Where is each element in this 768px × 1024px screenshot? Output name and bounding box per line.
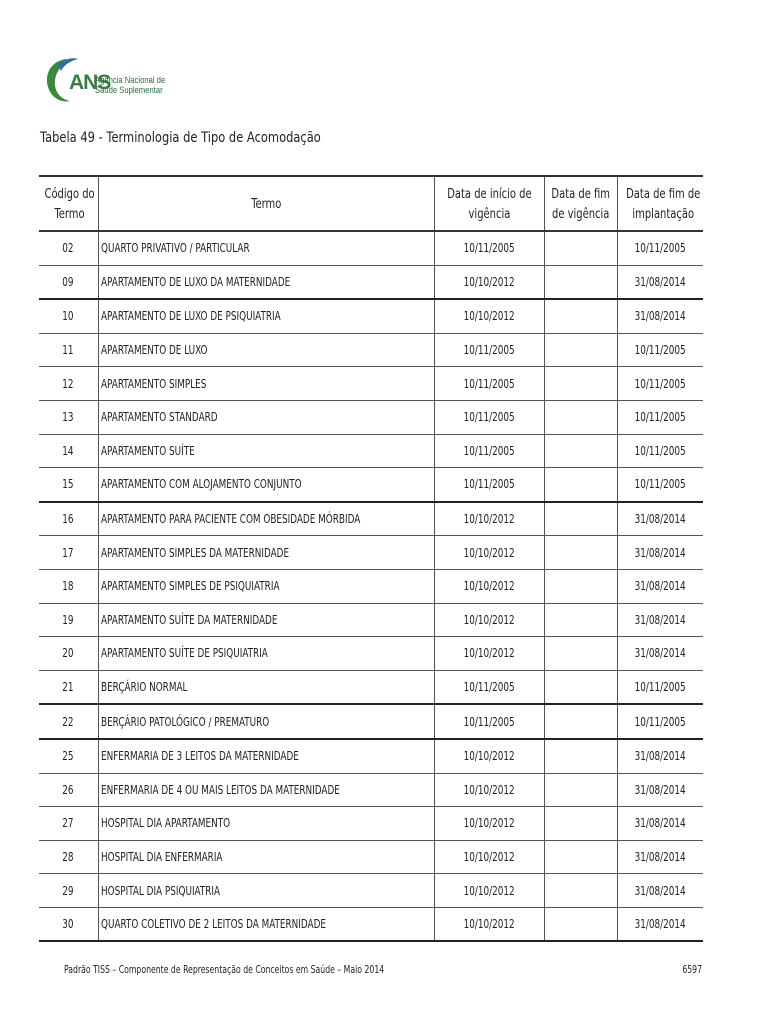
cell-data-inicio: 10/10/2012 xyxy=(434,265,544,299)
cell-termo: QUARTO PRIVATIVO / PARTICULAR xyxy=(98,231,434,265)
cell-codigo: 21 xyxy=(39,670,98,704)
cell-termo: ENFERMARIA DE 3 LEITOS DA MATERNIDADE xyxy=(98,739,434,773)
cell-data-inicio: 10/10/2012 xyxy=(434,739,544,773)
table-row xyxy=(39,637,703,671)
cell-data-inicio: 10/10/2012 xyxy=(434,536,544,570)
cell-codigo: 28 xyxy=(39,840,98,874)
table-row xyxy=(39,569,703,603)
cell-termo: HOSPITAL DIA ENFERMARIA xyxy=(98,840,434,874)
cell-termo: APARTAMENTO SUÍTE xyxy=(98,434,434,468)
table-row xyxy=(39,739,703,773)
cell-termo: APARTAMENTO DE LUXO DE PSIQUIATRIA xyxy=(98,299,434,333)
cell-codigo: 27 xyxy=(39,807,98,841)
cell-data-fim xyxy=(544,536,617,570)
cell-data-fim xyxy=(544,637,617,671)
cell-data-fim xyxy=(544,569,617,603)
cell-data-inicio: 10/11/2005 xyxy=(434,333,544,367)
cell-data-inicio: 10/10/2012 xyxy=(434,603,544,637)
table-row xyxy=(39,502,703,536)
cell-data-fim xyxy=(544,468,617,502)
cell-data-implantacao: 10/11/2005 xyxy=(617,670,703,704)
footer-text: Padrão TISS – Componente de Representação de Conceitos em Saúde – Maio 2014 xyxy=(64,964,385,976)
cell-codigo: 22 xyxy=(39,704,98,739)
cell-codigo: 11 xyxy=(39,333,98,367)
header-termo: Termo xyxy=(98,176,434,231)
cell-codigo: 15 xyxy=(39,468,98,502)
logo-wordmark: ANS xyxy=(69,71,111,94)
cell-termo: ENFERMARIA DE 4 OU MAIS LEITOS DA MATERNIDADE xyxy=(98,773,434,807)
cell-data-inicio: 10/10/2012 xyxy=(434,840,544,874)
cell-data-inicio: 10/10/2012 xyxy=(434,502,544,536)
cell-data-fim xyxy=(544,603,617,637)
table-header-row xyxy=(39,176,703,231)
cell-termo: APARTAMENTO PARA PACIENTE COM OBESIDADE MÓRBIDA xyxy=(98,502,434,536)
cell-data-implantacao: 10/11/2005 xyxy=(617,704,703,739)
cell-data-implantacao: 10/11/2005 xyxy=(617,367,703,401)
cell-data-inicio: 10/10/2012 xyxy=(434,807,544,841)
cell-data-implantacao: 31/08/2014 xyxy=(617,603,703,637)
cell-data-fim xyxy=(544,502,617,536)
cell-data-implantacao: 31/08/2014 xyxy=(617,739,703,773)
cell-data-implantacao: 10/11/2005 xyxy=(617,400,703,434)
cell-data-inicio: 10/11/2005 xyxy=(434,434,544,468)
cell-codigo: 14 xyxy=(39,434,98,468)
cell-data-implantacao: 31/08/2014 xyxy=(617,874,703,908)
cell-data-inicio: 10/10/2012 xyxy=(434,907,544,941)
cell-data-fim xyxy=(544,807,617,841)
table-row xyxy=(39,807,703,841)
cell-data-fim xyxy=(544,400,617,434)
cell-codigo: 13 xyxy=(39,400,98,434)
cell-termo: APARTAMENTO DE LUXO DA MATERNIDADE xyxy=(98,265,434,299)
cell-data-implantacao: 31/08/2014 xyxy=(617,807,703,841)
cell-data-inicio: 10/10/2012 xyxy=(434,299,544,333)
table-row xyxy=(39,265,703,299)
page-number: 6597 xyxy=(682,964,702,976)
cell-data-fim xyxy=(544,840,617,874)
cell-codigo: 26 xyxy=(39,773,98,807)
cell-data-implantacao: 31/08/2014 xyxy=(617,569,703,603)
cell-data-implantacao: 31/08/2014 xyxy=(617,773,703,807)
cell-codigo: 16 xyxy=(39,502,98,536)
cell-codigo: 30 xyxy=(39,907,98,941)
cell-data-inicio: 10/11/2005 xyxy=(434,231,544,265)
cell-data-inicio: 10/11/2005 xyxy=(434,468,544,502)
cell-termo: APARTAMENTO SUÍTE DE PSIQUIATRIA xyxy=(98,637,434,671)
cell-data-implantacao: 10/11/2005 xyxy=(617,468,703,502)
cell-termo: APARTAMENTO SUÍTE DA MATERNIDADE xyxy=(98,603,434,637)
table-row xyxy=(39,400,703,434)
cell-data-inicio: 10/10/2012 xyxy=(434,874,544,908)
table-row xyxy=(39,840,703,874)
table-row xyxy=(39,333,703,367)
cell-termo: APARTAMENTO SIMPLES DA MATERNIDADE xyxy=(98,536,434,570)
cell-data-fim xyxy=(544,333,617,367)
cell-codigo: 20 xyxy=(39,637,98,671)
cell-data-fim xyxy=(544,670,617,704)
table-row xyxy=(39,367,703,401)
cell-termo: APARTAMENTO STANDARD xyxy=(98,400,434,434)
cell-termo: HOSPITAL DIA APARTAMENTO xyxy=(98,807,434,841)
cell-data-fim xyxy=(544,773,617,807)
cell-data-fim xyxy=(544,231,617,265)
table-row xyxy=(39,670,703,704)
cell-data-inicio: 10/11/2005 xyxy=(434,400,544,434)
table-row xyxy=(39,907,703,941)
cell-data-fim xyxy=(544,367,617,401)
table-row xyxy=(39,299,703,333)
cell-data-inicio: 10/11/2005 xyxy=(434,367,544,401)
cell-codigo: 12 xyxy=(39,367,98,401)
logo-subtitle: Agência Nacional de Saúde Suplementar xyxy=(95,75,166,95)
cell-codigo: 02 xyxy=(39,231,98,265)
cell-termo: HOSPITAL DIA PSIQUIATRIA xyxy=(98,874,434,908)
cell-data-implantacao: 31/08/2014 xyxy=(617,637,703,671)
cell-codigo: 09 xyxy=(39,265,98,299)
cell-termo: APARTAMENTO DE LUXO xyxy=(98,333,434,367)
cell-data-implantacao: 31/08/2014 xyxy=(617,265,703,299)
cell-data-inicio: 10/10/2012 xyxy=(434,637,544,671)
cell-codigo: 29 xyxy=(39,874,98,908)
cell-data-implantacao: 10/11/2005 xyxy=(617,434,703,468)
cell-data-implantacao: 31/08/2014 xyxy=(617,536,703,570)
table-row xyxy=(39,874,703,908)
table-row xyxy=(39,704,703,739)
cell-codigo: 17 xyxy=(39,536,98,570)
table-row xyxy=(39,773,703,807)
cell-data-inicio: 10/10/2012 xyxy=(434,569,544,603)
cell-termo: APARTAMENTO COM ALOJAMENTO CONJUNTO xyxy=(98,468,434,502)
terminology-table xyxy=(39,175,703,942)
cell-data-fim xyxy=(544,704,617,739)
page-title: Tabela 49 - Terminologia de Tipo de Acomodação xyxy=(40,130,321,146)
cell-data-fim xyxy=(544,265,617,299)
cell-data-fim xyxy=(544,434,617,468)
cell-termo: BERÇÁRIO NORMAL xyxy=(98,670,434,704)
cell-data-fim xyxy=(544,907,617,941)
cell-data-inicio: 10/11/2005 xyxy=(434,704,544,739)
cell-data-implantacao: 31/08/2014 xyxy=(617,502,703,536)
header-data-fim: Data de fim de vigência xyxy=(544,176,617,231)
cell-data-implantacao: 31/08/2014 xyxy=(617,299,703,333)
header-codigo: Código do Termo xyxy=(39,176,98,231)
cell-data-implantacao: 31/08/2014 xyxy=(617,907,703,941)
cell-codigo: 10 xyxy=(39,299,98,333)
header-data-implantacao: Data de fim de implantação xyxy=(617,176,703,231)
table-row xyxy=(39,536,703,570)
cell-codigo: 25 xyxy=(39,739,98,773)
cell-termo: APARTAMENTO SIMPLES DE PSIQUIATRIA xyxy=(98,569,434,603)
cell-data-inicio: 10/10/2012 xyxy=(434,773,544,807)
cell-data-fim xyxy=(544,299,617,333)
cell-codigo: 19 xyxy=(39,603,98,637)
cell-data-fim xyxy=(544,874,617,908)
cell-data-inicio: 10/11/2005 xyxy=(434,670,544,704)
table-row xyxy=(39,434,703,468)
cell-data-implantacao: 10/11/2005 xyxy=(617,231,703,265)
header-data-inicio: Data de início de vigência xyxy=(434,176,544,231)
cell-termo: APARTAMENTO SIMPLES xyxy=(98,367,434,401)
table-row xyxy=(39,603,703,637)
table-row xyxy=(39,231,703,265)
cell-codigo: 18 xyxy=(39,569,98,603)
table-row xyxy=(39,468,703,502)
cell-data-implantacao: 10/11/2005 xyxy=(617,333,703,367)
cell-termo: BERÇÁRIO PATOLÓGICO / PREMATURO xyxy=(98,704,434,739)
cell-data-implantacao: 31/08/2014 xyxy=(617,840,703,874)
cell-data-fim xyxy=(544,739,617,773)
cell-termo: QUARTO COLETIVO DE 2 LEITOS DA MATERNIDADE xyxy=(98,907,434,941)
